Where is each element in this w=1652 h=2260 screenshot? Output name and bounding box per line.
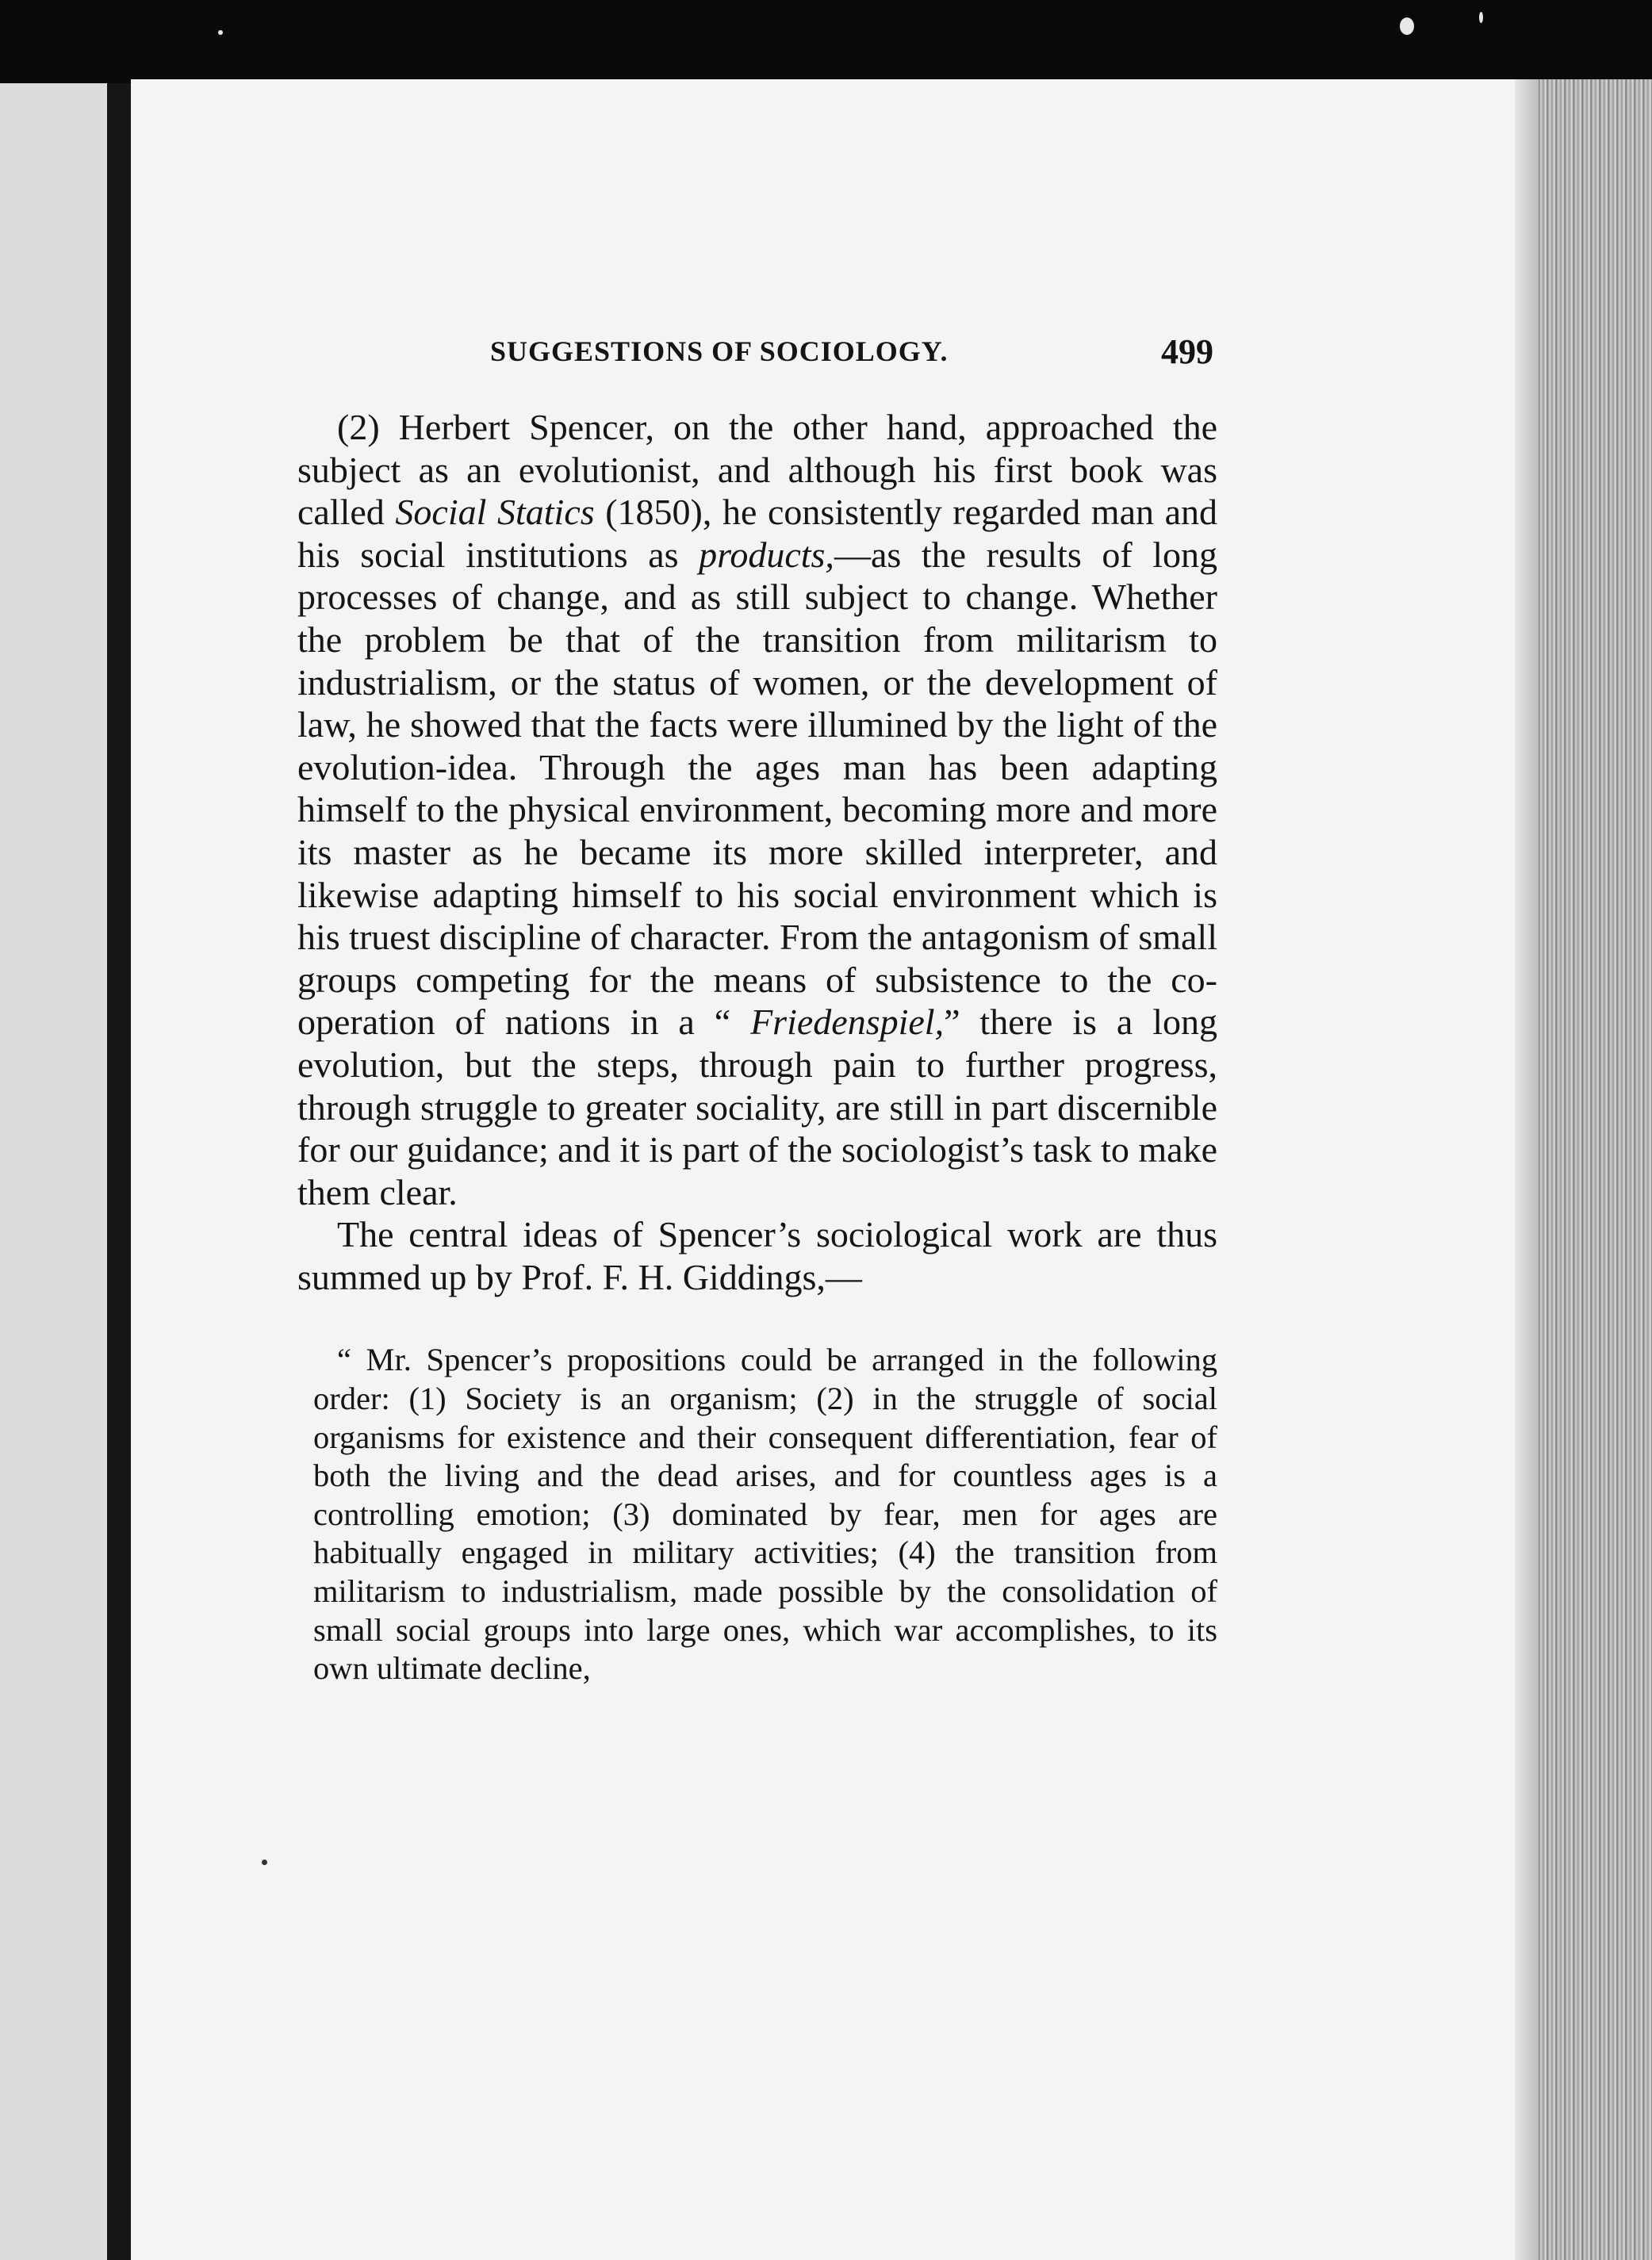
page-edge-shadow bbox=[1515, 79, 1539, 2260]
scan-speck bbox=[218, 30, 223, 35]
facing-page-strip bbox=[0, 83, 107, 2260]
body-text bbox=[297, 406, 1217, 1688]
spacer bbox=[297, 1298, 1217, 1341]
text-run: The central ideas of Spencer’s sociological work are thus summed up by Prof. F. H. Giddings,— bbox=[297, 1214, 1217, 1297]
text-run: —as the results of long processes of change, and as still subject to change. Whether the problem be that of the transition from militarism to industrialism, or the status of women, or the development of law, he showed that the facts were illumined by the light of the evolution-idea. Through the ages man has been adapting himself to the physical environment, becoming more and more its master as he became its more skilled interpreter, and likewise adapting himself to his social environment which is his truest discipline of character. From the antagonism of small groups competing for the means of subsistence to the co-operation of nations in a “ bbox=[297, 534, 1218, 1043]
book-gutter-edge bbox=[107, 83, 131, 2260]
text-run: (2) Herbert Spencer, on the other hand, approached the subject as an evolutionist, and although his first book was called bbox=[297, 407, 1217, 533]
page-number: 499 bbox=[1161, 332, 1213, 371]
page-header bbox=[490, 331, 1213, 379]
text-run: (1850), he consistently regarded man and his social institutions as bbox=[297, 492, 1217, 575]
block-quote: “ Mr. Spencer’s propositions could be arranged in the following order: (1) Society is an organism; (2) in the struggle of social organisms for existence and their consequent differentiation, fear of both the living and the dead arises, and for countless ages is a controlling emotion; (3) dominated by fear, men for ages are habitually engaged in military activities; (4) the transition from militarism to industrialism, made possible by the consolidation of small social groups into large ones, which war accomplishes, to its own ultimate decline, bbox=[313, 1342, 1217, 1687]
paragraph-spencer-evolution bbox=[297, 406, 1217, 1213]
scan-speck bbox=[1400, 17, 1414, 35]
scan-speck bbox=[262, 1860, 267, 1865]
paragraph-giddings-intro bbox=[297, 1213, 1217, 1298]
emphasis-italic: products, bbox=[699, 534, 834, 575]
text-run: ” there is a long evolution, but the steps, through pain to further progress, through struggle to greater sociality, are still in part discernible for our guidance; and it is part of the sociologist’s task to make them clear. bbox=[297, 1002, 1218, 1212]
foreign-term-italic: Friedenspiel, bbox=[750, 1002, 945, 1043]
book-title-italic: Social Statics bbox=[395, 492, 595, 533]
running-title: SUGGESTIONS OF SOCIOLOGY. bbox=[490, 335, 949, 367]
scan-speck bbox=[1479, 12, 1483, 23]
